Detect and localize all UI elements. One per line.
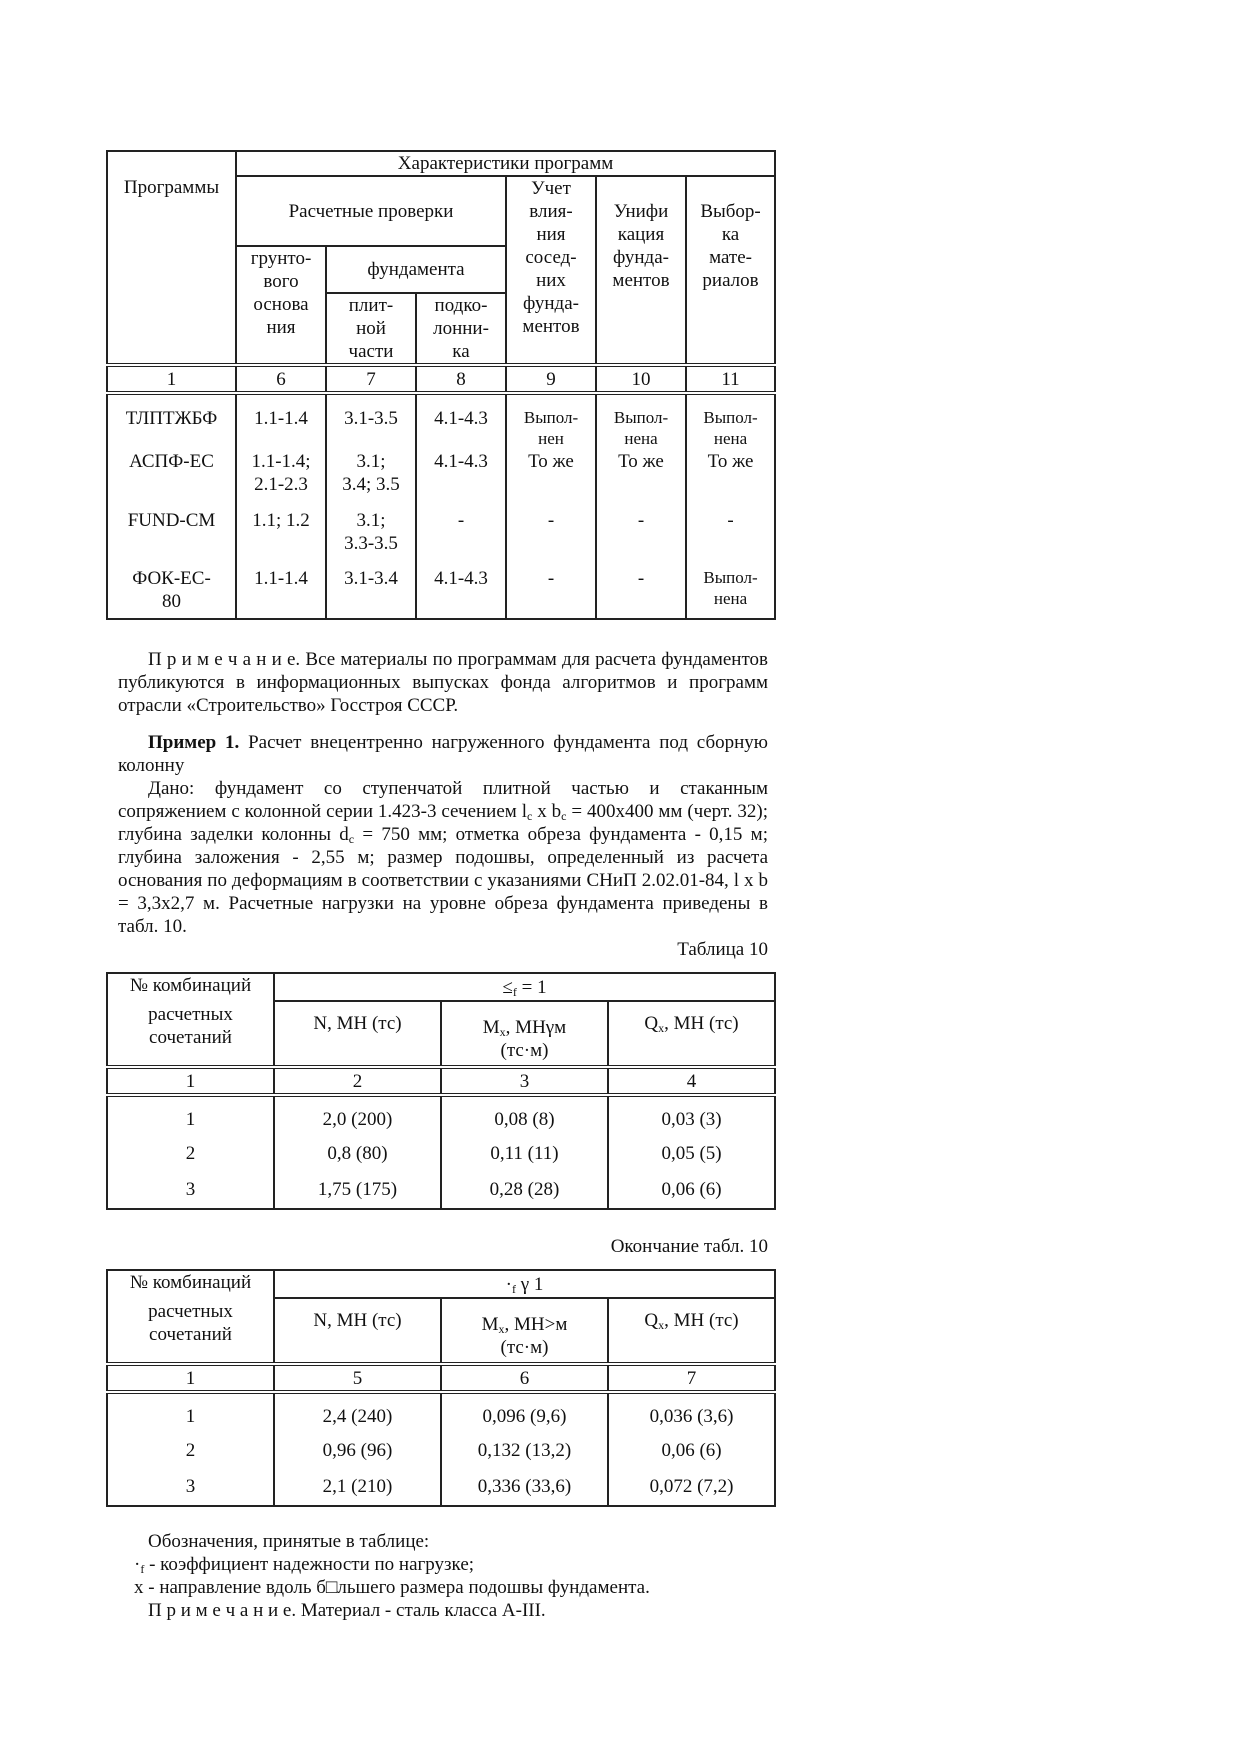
legend-x: x - направление вдоль б□льшего размера подошвы фундамента. xyxy=(134,1577,650,1598)
col-number: 1 xyxy=(107,365,236,393)
table-row: FUND-CM 1.1; 1.2 3.1; 3.3-3.5 - - - - xyxy=(107,509,775,567)
note-label: П р и м е ч а н и е. xyxy=(148,649,301,670)
program-name: ФОК-ЕС- 80 xyxy=(107,567,236,619)
header-load-factor: $\le_f = 1$ xyxy=(274,973,775,1001)
column-numbers-row xyxy=(107,365,775,393)
col-number: 8 xyxy=(416,365,506,393)
header-unification: Унифи кация фунда- ментов xyxy=(596,176,686,365)
header-n: N, МН (тс) xyxy=(274,1298,441,1364)
header-calc-checks: Расчетные проверки xyxy=(236,176,506,246)
table-row: 1 2,4 (240) 0,096 (9,6) 0,036 (3,6) xyxy=(107,1392,775,1433)
header-soil-base: грунто- вого основа ния xyxy=(236,246,326,365)
header-m: $M_x$, МНγм (тс·м) xyxy=(441,1001,608,1067)
example-given: Дано: фундамент со ступенчатой плитной частью и стаканным сопряжением с колонной серии 1.423-3 сечением $l_c$ x $b_c = 400x400$ мм (черт. 32); глубина заделки колонны $d_c = 750$ мм; отметка обреза фундамента - 0,15 м; глубина заложения - 2,55 м; размер подошвы, определенный из расчета основания по деформациям в соответствии с указаниями СНиП 2.02.01-84, l x b = 3,3x2,7 м. Расчетные нагрузки на уровне обреза фундамента приведены в табл. 10. xyxy=(118,778,769,937)
table-row: 2 0,8 (80) 0,11 (11) 0,05 (5) xyxy=(107,1136,775,1171)
header-slab-part: плит- ной части xyxy=(326,293,416,365)
loads-table-continued xyxy=(106,1269,776,1507)
table10-caption: Таблица 10 xyxy=(677,939,768,960)
header-n: N, МН (тс) xyxy=(274,1001,441,1067)
program-name: FUND-CM xyxy=(107,509,236,567)
header-m: $M_x$, МН>м (тс·м) xyxy=(441,1298,608,1364)
legend xyxy=(134,1530,788,1622)
program-name: АСПФ-ЕС xyxy=(107,450,236,509)
legend-heading: Обозначения, принятые в таблице: xyxy=(148,1531,430,1552)
column-numbers-row: 1 5 6 7 xyxy=(107,1364,775,1392)
example-title xyxy=(118,731,768,777)
header-foundation: фундамента xyxy=(326,246,506,293)
table-row: 1 2,0 (200) 0,08 (8) 0,03 (3) xyxy=(107,1095,775,1136)
table-row: АСПФ-ЕС 1.1-1.4; 2.1-2.3 3.1; 3.4; 3.5 4.1-4.3 То же То же То же xyxy=(107,450,775,509)
table-row: 2 0,96 (96) 0,132 (13,2) 0,06 (6) xyxy=(107,1433,775,1468)
table-row: ФОК-ЕС- 80 1.1-1.4 3.1-3.4 4.1-4.3 - - Выпол- нена xyxy=(107,567,775,619)
header-column-base: подко- лонни- ка xyxy=(416,293,506,365)
header-programs: Программы xyxy=(107,151,236,365)
program-name: ТЛПТЖБФ xyxy=(107,393,236,450)
note-label: П р и м е ч а н и е. xyxy=(148,1600,297,1621)
header-materials: Выбор- ка мате- риалов xyxy=(686,176,775,365)
note-text: Материал - сталь класса А-III. xyxy=(296,1600,546,1621)
legend-note xyxy=(148,1599,788,1622)
header-load-factor: $\cdot_f$ γ 1 xyxy=(274,1270,775,1298)
col-number: 11 xyxy=(686,365,775,393)
header-combinations: № комбинаций расчетных сочетаний xyxy=(107,973,274,1067)
col-number: 10 xyxy=(596,365,686,393)
header-neighbors: Учет влия- ния сосед- них фунда- ментов xyxy=(506,176,596,365)
example-title-text: Расчет внецентренно нагруженного фундамента под сборную колонну xyxy=(118,732,768,776)
col-number: 7 xyxy=(326,365,416,393)
table-row: 3 1,75 (175) 0,28 (28) 0,06 (6) xyxy=(107,1171,775,1209)
header-combinations: № комбинаций расчетных сочетаний xyxy=(107,1270,274,1364)
note-programs xyxy=(118,648,768,717)
programs-table xyxy=(106,150,776,620)
example-label: Пример 1. xyxy=(148,732,240,753)
column-numbers-row: 1 2 3 4 xyxy=(107,1067,775,1095)
table10b-caption: Окончание табл. 10 xyxy=(610,1236,768,1257)
header-q: $Q_x$, МН (тс) xyxy=(608,1298,775,1364)
col-number: 6 xyxy=(236,365,326,393)
loads-table xyxy=(106,972,776,1210)
legend-gamma: $\cdot_f$ - коэффициент надежности по нагрузке; xyxy=(134,1554,475,1576)
table-row: 3 2,1 (210) 0,336 (33,6) 0,072 (7,2) xyxy=(107,1468,775,1506)
col-number: 9 xyxy=(506,365,596,393)
header-characteristics: Характеристики программ xyxy=(236,151,775,176)
note-text: Все материалы по программам для расчета фундаментов публикуются в информационных выпусках фонда алгоритмов и программ отрасли «Строительство» Госстроя СССР. xyxy=(118,649,768,716)
table-row: ТЛПТЖБФ 1.1-1.4 3.1-3.5 4.1-4.3 Выпол- нен Выпол- нена Выпол- нена xyxy=(107,393,775,450)
header-q: $Q_x$, МН (тс) xyxy=(608,1001,775,1067)
